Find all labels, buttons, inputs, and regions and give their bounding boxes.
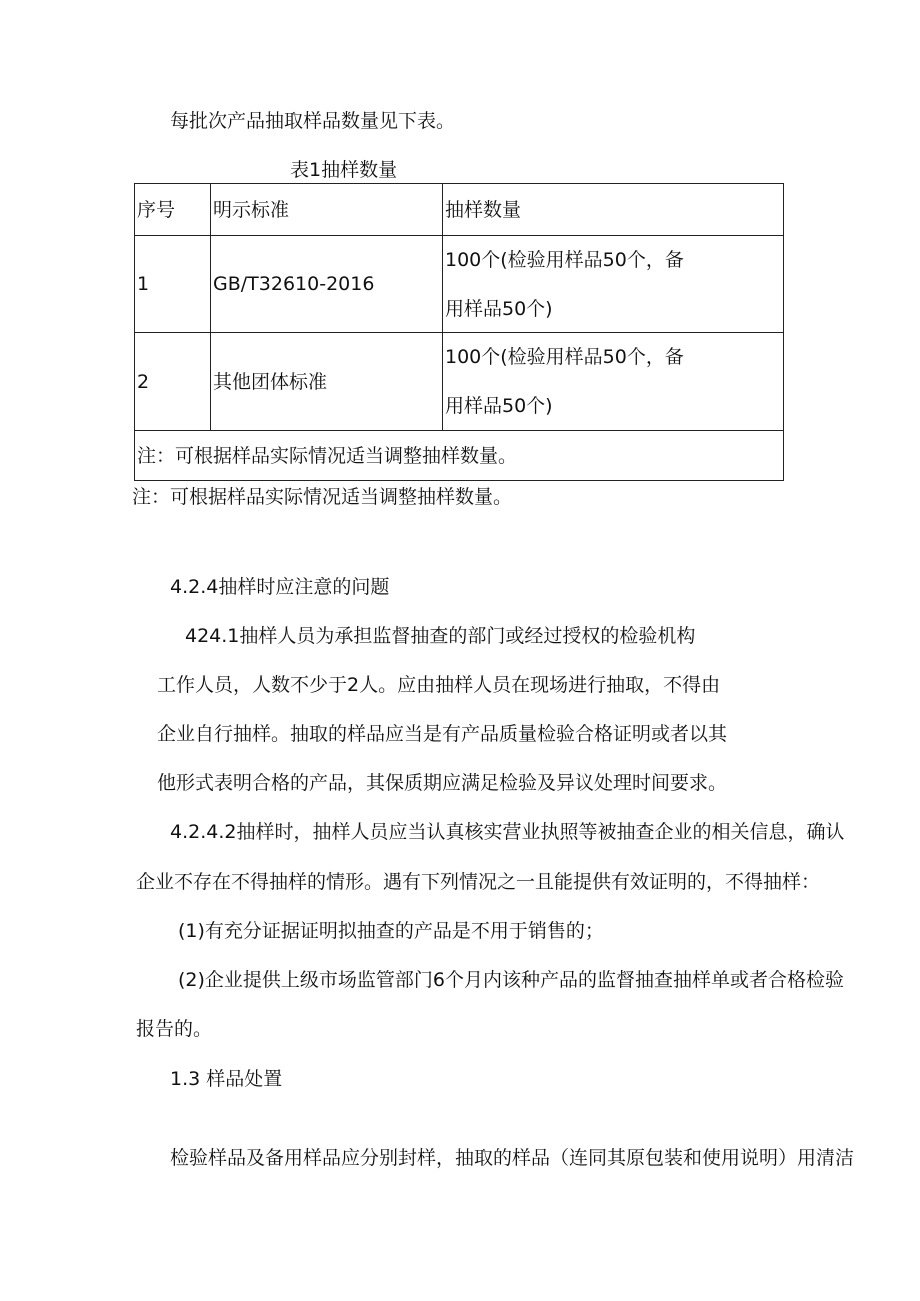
sample-quantity-table	[134, 183, 784, 481]
header-standard: 明示标准	[211, 184, 443, 236]
section-heading-424: 4.2.4抽样时应注意的问题	[170, 576, 390, 598]
intro-text: 每批次产品抽取样品数量见下表。	[170, 110, 456, 132]
table-caption: 表1抽样数量	[290, 159, 398, 181]
table-header-row	[135, 184, 784, 236]
header-no: 序号	[135, 184, 211, 236]
paragraph-line: 企业不存在不得抽样的情形。遇有下列情况之一且能提供有效证明的，不得抽样：	[136, 871, 821, 893]
table-note-row	[135, 431, 784, 481]
list-item: (1)有充分证据证明拟抽查的产品是不用于销售的；	[178, 920, 604, 942]
list-item-continuation: 报告的。	[136, 1018, 213, 1040]
row-quantity-line: 用样品50个)	[445, 297, 553, 320]
header-quantity: 抽样数量	[443, 184, 784, 236]
table-note: 注：可根据样品实际情况适当调整抽样数量。	[135, 431, 784, 481]
row-quantity	[443, 333, 784, 431]
table-row	[135, 236, 784, 333]
paragraph-line: 424.1抽样人员为承担监督抽查的部门或经过授权的检验机构	[185, 625, 696, 647]
row-standard: 其他团体标准	[211, 333, 443, 431]
paragraph-line: 工作人员，人数不少于2人。应由抽样人员在现场进行抽取，不得由	[157, 674, 721, 696]
row-no: 2	[135, 333, 211, 431]
paragraph-line: 4.2.4.2抽样时，抽样人员应当认真核实营业执照等被抽查企业的相关信息，确认	[170, 821, 845, 843]
paragraph-line: 企业自行抽样。抽取的样品应当是有产品质量检验合格证明或者以其	[157, 723, 728, 745]
section-heading-13: 1.3 样品处置	[170, 1068, 283, 1090]
note-below-table: 注：可根据样品实际情况适当调整抽样数量。	[132, 486, 513, 508]
row-quantity-line: 用样品50个)	[445, 395, 553, 417]
row-quantity-line: 100个(检验用样品50个，备	[445, 346, 684, 368]
paragraph-line: 检验样品及备用样品应分别封样，抽取的样品（连同其原包装和使用说明）用清洁	[170, 1147, 855, 1169]
row-quantity-line: 100个(检验用样品50个，备	[445, 248, 684, 271]
paragraph-line: 他形式表明合格的产品，其保质期应满足检验及异议处理时间要求。	[157, 772, 728, 794]
table-row	[135, 333, 784, 431]
list-item: (2)企业提供上级市场监管部门6个月内该种产品的监督抽查抽样单或者合格检验	[178, 969, 845, 991]
row-standard: GB/T32610-2016	[211, 236, 443, 333]
row-quantity	[443, 236, 784, 333]
row-no: 1	[135, 236, 211, 333]
